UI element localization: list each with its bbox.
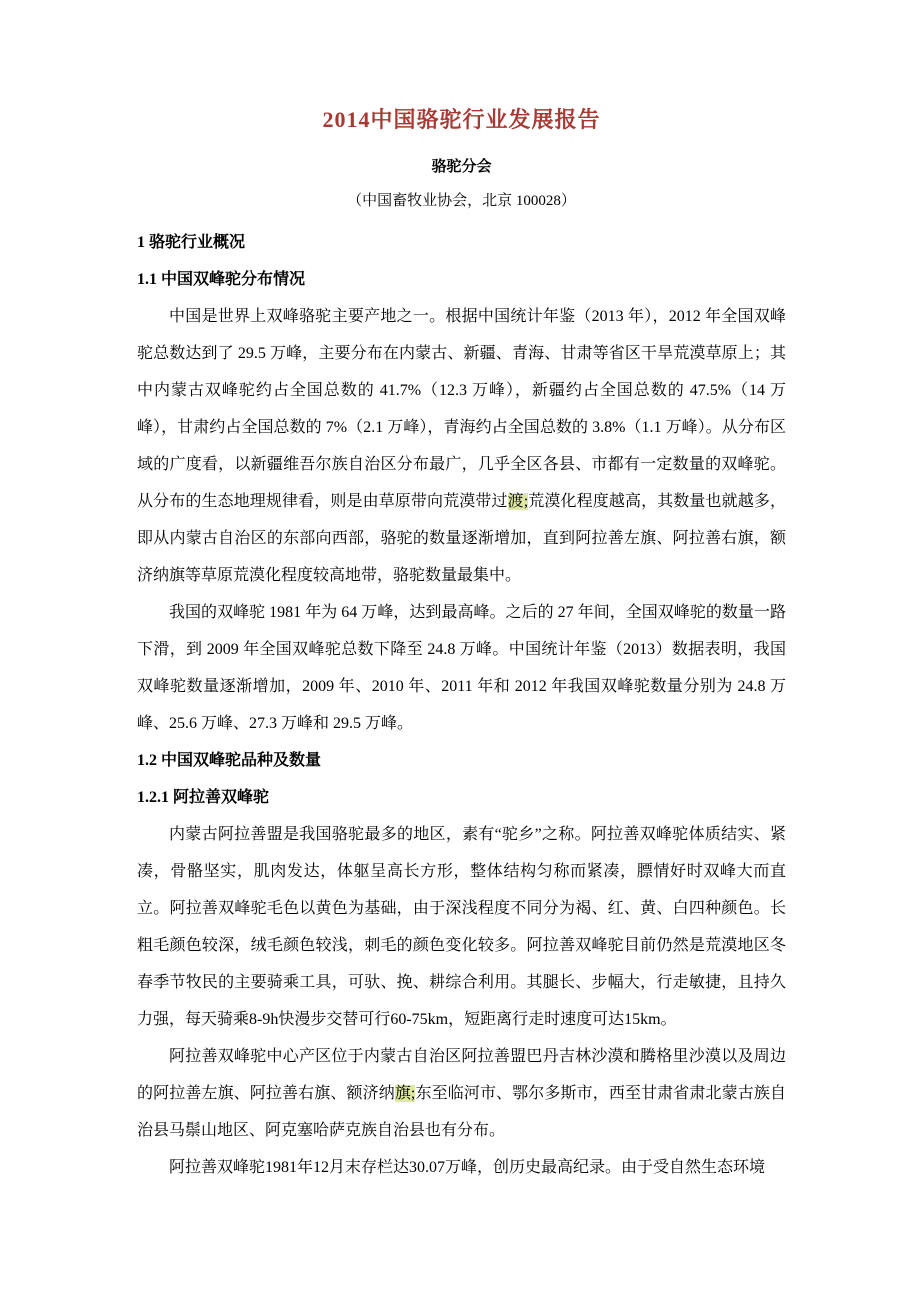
- body-text: 我国的双峰驼 1981 年为 64 万峰，达到最高峰。之后的 27 年间，全国双峰驼的数量一路下滑，到 2009 年全国双峰驼总数下降至 24.8 万峰。中国统计年鉴（2013）数据表明，我国双峰驼数量逐渐增加，2009 年、2010 年、2011 年和 2012 年我国双峰驼数量分别为 24.8 万峰、25.6 万峰、27.3 万峰和 29.5 万峰。: [137, 604, 786, 732]
- section-heading-0: 1 骆驼行业概况: [137, 234, 246, 251]
- highlighted-text: 渡;: [507, 493, 529, 510]
- highlighted-text: 旗;: [394, 1085, 416, 1102]
- body-text: 中国是世界上双峰骆驼主要产地之一。根据中国统计年鉴（2013 年），2012 年全国双峰驼总数达到了 29.5 万峰，主要分布在内蒙古、新疆、青海、甘肃等省区干旱荒漠草原上；其中内蒙古双峰驼约占全国总数的 41.7%（12.3 万峰），新疆约占全国总数的 47.5%（14 万峰），甘肃约占全国总数的 7%（2.1 万峰），青海约占全国总数的 3.8%（1.1 万峰）。从分布区域的广度看，以新疆维吾尔族自治区分布最广，几乎全区各县、市都有一定数量的双峰驼。从分布的生态地理规律看，则是由草原带向荒漠带过: [137, 308, 786, 510]
- paragraph-6: [137, 816, 786, 1038]
- body-text: 阿拉善双峰驼1981年12月末存栏达30.07万峰，创历史最高纪录。由于受自然生态环境: [169, 1159, 766, 1176]
- body-text: 阿拉善双峰驼中心产区位于内蒙古自治区阿拉善盟巴丹吉林沙漠和腾格里沙漠以及周边的阿拉善左旗、阿拉善右旗、额济纳: [137, 1048, 786, 1102]
- body-text: 荒漠化程度越高，其数量也就越多，即从内蒙古自治区的东部向西部，骆驼的数量逐渐增加，直到阿拉善左旗、阿拉善右旗，额济纳旗等草原荒漠化程度较高地带，骆驼数量最集中。: [137, 493, 786, 584]
- section-heading-5: 1.2.1 阿拉善双峰驼: [137, 789, 270, 806]
- document-author: 骆驼分会: [431, 159, 492, 175]
- paragraph-2: [137, 298, 786, 594]
- paragraph-7: [137, 1038, 786, 1149]
- section-heading-1: 1.1 中国双峰驼分布情况: [137, 271, 306, 288]
- document-affiliation: （中国畜牧业协会，北京 100028）: [347, 193, 576, 209]
- paragraph-3: [137, 594, 786, 742]
- section-heading-4: 1.2 中国双峰驼品种及数量: [137, 752, 322, 769]
- paragraph-8: [137, 1149, 786, 1186]
- document-title: 2014中国骆驼行业发展报告: [322, 107, 601, 132]
- body-text: 内蒙古阿拉善盟是我国骆驼最多的地区，素有“驼乡”之称。阿拉善双峰驼体质结实、紧凑，骨骼坚实，肌肉发达，体躯呈高长方形，整体结构匀称而紧凑，膘情好时双峰大而直立。阿拉善双峰驼毛色以黄色为基础，由于深浅程度不同分为褐、红、黄、白四种颜色。长粗毛颜色较深，绒毛颜色较浅，刺毛的颜色变化较多。阿拉善双峰驼目前仍然是荒漠地区冬春季节牧民的主要骑乘工具，可驮、挽、耕综合利用。其腿长、步幅大，行走敏捷，且持久力强，每天骑乘8-9h快漫步交替可行60-75km，短距离行走时速度可达15km。: [137, 826, 786, 1028]
- body-text: 东至临河市、鄂尔多斯市，西至甘肃省肃北蒙古族自治县马鬃山地区、阿克塞哈萨克族自治县也有分布。: [137, 1085, 786, 1139]
- document-body: [137, 224, 786, 1186]
